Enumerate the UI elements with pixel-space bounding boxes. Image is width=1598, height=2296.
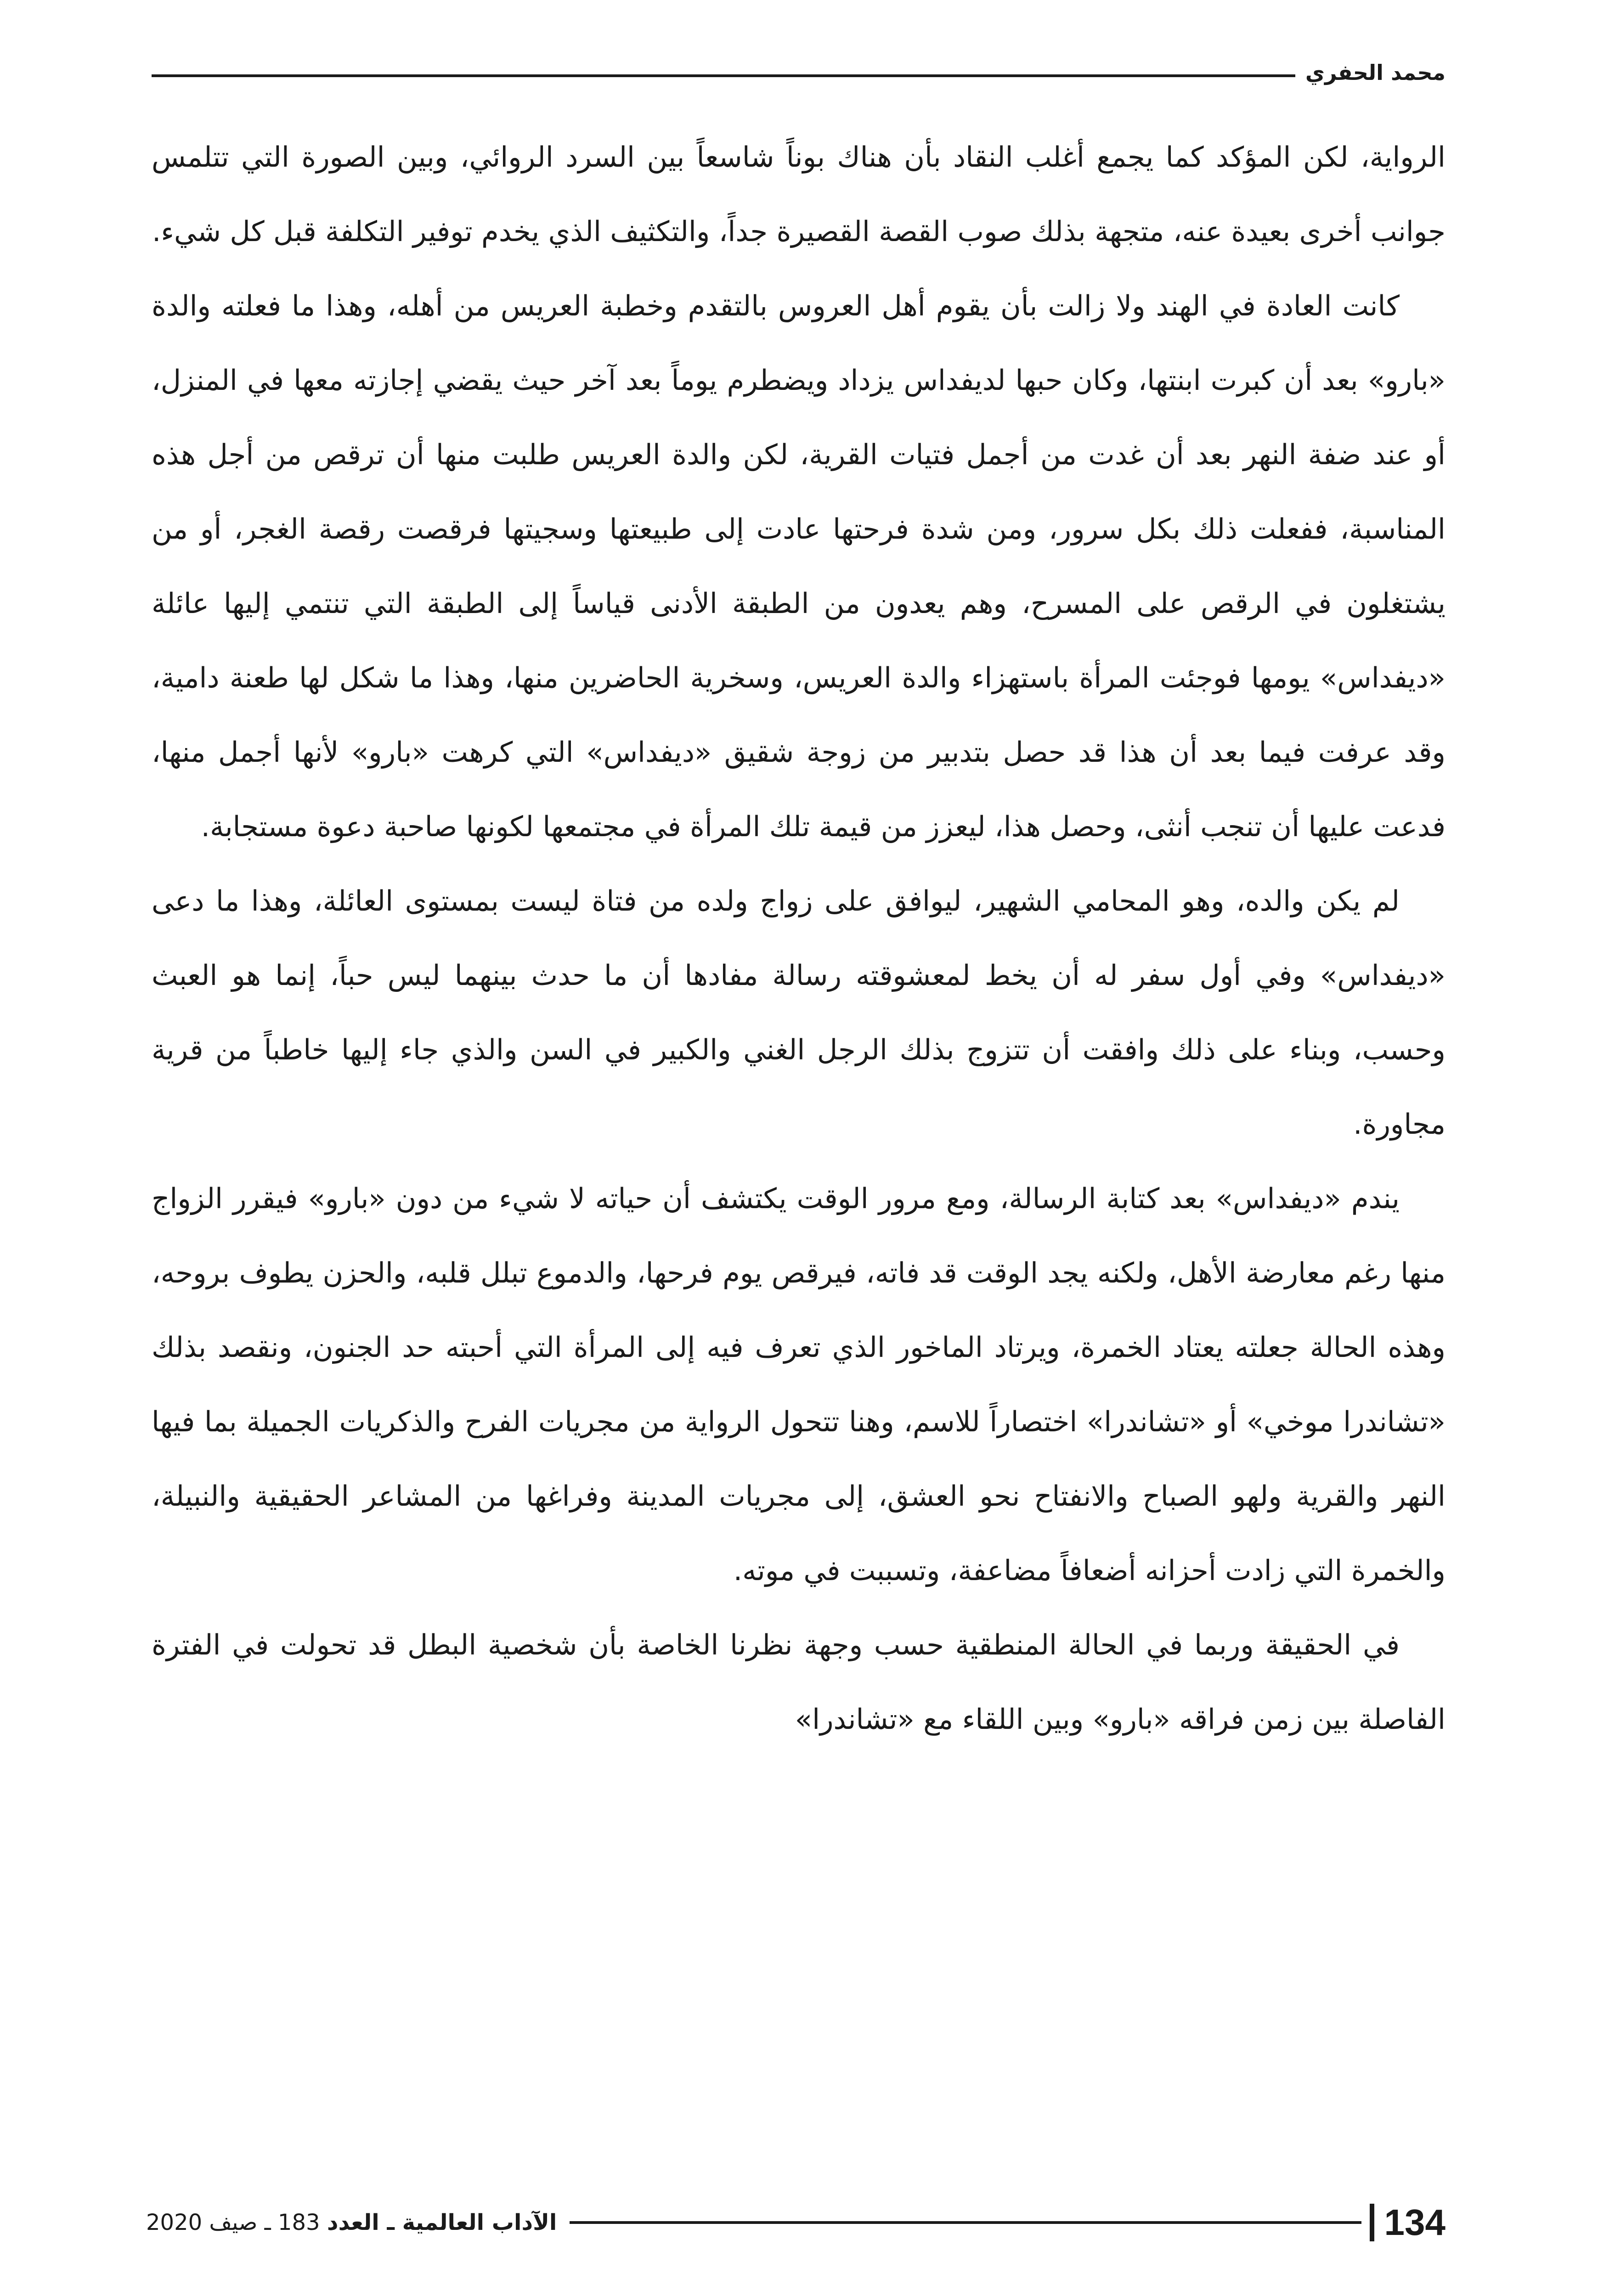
article-body bbox=[152, 120, 1446, 1757]
journal-name: الآداب العالمية ـ العدد bbox=[327, 2210, 557, 2235]
header-rule bbox=[152, 74, 1295, 77]
paragraph-2: كانت العادة في الهند ولا زالت بأن يقوم أهل العروس بالتقدم وخطبة العريس من أهله، وهذا ما فعلته والدة «بارو» بعد أن كبرت ابنتها، وكان حبها لديفداس يزداد ويضطرم يوماً بعد آخر حيث يقضي إجازته معها في المنزل، أو عند ضفة النهر بعد أن غدت من أجمل فتيات القرية، لكن والدة العريس طلبت منها أن ترقص من أجل هذه المناسبة، ففعلت ذلك بكل سرور، ومن شدة فرحتها عادت إلى طبيعتها وسجيتها فرقصت رقصة الغجر، أو من يشتغلون في الرقص على المسرح، وهم يعدون من الطبقة الأدنى قياساً إلى الطبقة التي تنتمي إليها عائلة «ديفداس» يومها فوجئت المرأة باستهزاء والدة العريس، وسخرية الحاضرين منها، وهذا ما شكل لها طعنة دامية، وقد عرفت فيما بعد أن هذا قد حصل بتدبير من زوجة شقيق «ديفداس» التي كرهت «بارو» لأنها أجمل منها، فدعت عليها أن تنجب أنثى، وحصل هذا، ليعزز من قيمة تلك المرأة في مجتمعها لكونها صاحبة دعوة مستجابة. bbox=[152, 290, 1446, 843]
running-footer bbox=[146, 2197, 1446, 2248]
page-number: 134 bbox=[1384, 2202, 1446, 2243]
issue-info: 183 ـ صيف 2020 bbox=[146, 2210, 320, 2235]
author-name: محمد الحفري bbox=[1305, 60, 1446, 85]
paragraph-4: يندم «ديفداس» بعد كتابة الرسالة، ومع مرور الوقت يكتشف أن حياته لا شيء من دون «بارو» فيقرر الزواج منها رغم معارضة الأهل، ولكنه يجد الوقت قد فاته، فيرقص يوم فرحها، والدموع تبلل قلبه، والحزن يطوف بروحه، وهذه الحالة جعلته يعتاد الخمرة، ويرتاد الماخور الذي تعرف فيه إلى المرأة التي أحبته حد الجنون، ونقصد بذلك «تشاندرا موخي» أو «تشاندرا» اختصاراً للاسم، وهنا تتحول الرواية من مجريات الفرح والذكريات الجميلة بما فيها النهر والقرية ولهو الصباح والانفتاح نحو العشق، إلى مجريات المدينة وفراغها من المشاعر الحقيقية والنبيلة، والخمرة التي زادت أحزانه أضعافاً مضاعفة، وتسببت في موته. bbox=[152, 1182, 1446, 1587]
journal-info bbox=[146, 2210, 570, 2235]
footer-bar bbox=[1370, 2204, 1374, 2241]
running-header bbox=[152, 54, 1446, 91]
footer-rule bbox=[570, 2221, 1361, 2224]
paragraph-1: الرواية، لكن المؤكد كما يجمع أغلب النقاد بأن هناك بوناً شاسعاً بين السرد الروائي، وبين الصورة التي تتلمس جوانب أخرى بعيدة عنه، متجهة بذلك صوب القصة القصيرة جداً، والتكثيف الذي يخدم توفير التكلفة قبل كل شيء. bbox=[152, 141, 1446, 248]
paragraph-5: في الحقيقة وربما في الحالة المنطقية حسب وجهة نظرنا الخاصة بأن شخصية البطل قد تحولت في الفترة الفاصلة بين زمن فراقه «بارو» وبين اللقاء مع «تشاندرا» bbox=[152, 1629, 1446, 1736]
paragraph-3: لم يكن والده، وهو المحامي الشهير، ليوافق على زواج ولده من فتاة ليست بمستوى العائلة، وهذا ما دعى «ديفداس» وفي أول سفر له أن يخط لمعشوقته رسالة مفادها أن ما حدث بينهما ليس حباً، إنما هو العبث وحسب، وبناء على ذلك وافقت أن تتزوج بذلك الرجل الغني والكبير في السن والذي جاء إليها خاطباً من قرية مجاورة. bbox=[152, 885, 1446, 1141]
